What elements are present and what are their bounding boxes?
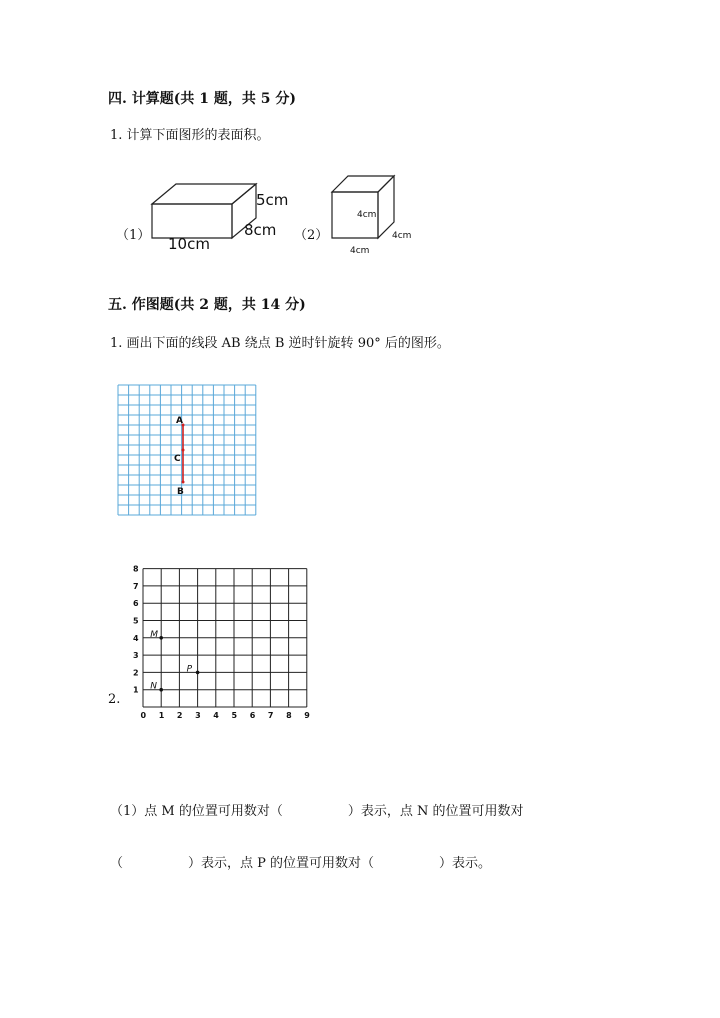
point-m-dot xyxy=(159,636,163,640)
question-4-1-text: 1. 计算下面图形的表面积。 xyxy=(110,128,270,143)
cuboid-length-label: 10cm xyxy=(168,235,210,253)
x-tick-label: 4 xyxy=(213,711,219,720)
y-tick-label: 3 xyxy=(133,651,139,661)
figure-2-label: （2） xyxy=(294,228,329,243)
y-tick-label: 1 xyxy=(133,685,139,695)
point-p-label: P xyxy=(186,664,193,675)
y-tick-label: 8 xyxy=(133,564,139,574)
cube-side-label: 4cm xyxy=(392,231,412,241)
section-4-heading: 四. 计算题(共 1 题，共 5 分) xyxy=(108,91,296,107)
y-tick-label: 7 xyxy=(133,581,139,591)
cuboid-width-label: 8cm xyxy=(244,221,277,239)
point-a-label: A xyxy=(176,416,183,426)
y-tick-label: 6 xyxy=(133,599,139,609)
point-b-label: B xyxy=(177,487,184,497)
x-tick-label: 7 xyxy=(267,711,274,720)
question-5-1-text: 1. 画出下面的线段 AB 绕点 B 逆时针旋转 90° 后的图形。 xyxy=(110,336,450,351)
point-n-dot xyxy=(159,688,163,692)
x-tick-label: 1 xyxy=(158,711,165,720)
point-n-label: N xyxy=(150,681,157,692)
figure-1-label: （1） xyxy=(116,228,151,243)
x-tick-label: 6 xyxy=(249,711,256,720)
x-tick-label: 2 xyxy=(176,711,183,720)
y-tick-label: 5 xyxy=(133,616,139,626)
question-5-2-line-2: （ ）表示，点 P 的位置可用数对（ ）表示。 xyxy=(110,856,492,871)
y-tick-label: 4 xyxy=(133,633,139,643)
point-p-dot xyxy=(196,671,200,675)
cube-front-label: 4cm xyxy=(357,210,377,220)
x-tick-label: 3 xyxy=(195,711,201,720)
cuboid-height-label: 5cm xyxy=(256,191,289,209)
x-tick-label: 0 xyxy=(140,711,147,720)
question-5-2-line-1: （1）点 M 的位置可用数对（ ）表示，点 N 的位置可用数对 xyxy=(110,804,524,819)
x-tick-label: 9 xyxy=(304,711,310,720)
x-tick-label: 8 xyxy=(286,711,292,720)
point-c-label: C xyxy=(174,454,181,464)
point-m-label: M xyxy=(150,629,158,640)
section-5-heading: 五. 作图题(共 2 题，共 14 分) xyxy=(108,297,306,313)
cube-bottom-label: 4cm xyxy=(350,246,370,256)
y-tick-label: 2 xyxy=(133,668,139,678)
x-tick-label: 5 xyxy=(231,711,238,720)
question-5-2-number: 2. xyxy=(108,692,121,707)
